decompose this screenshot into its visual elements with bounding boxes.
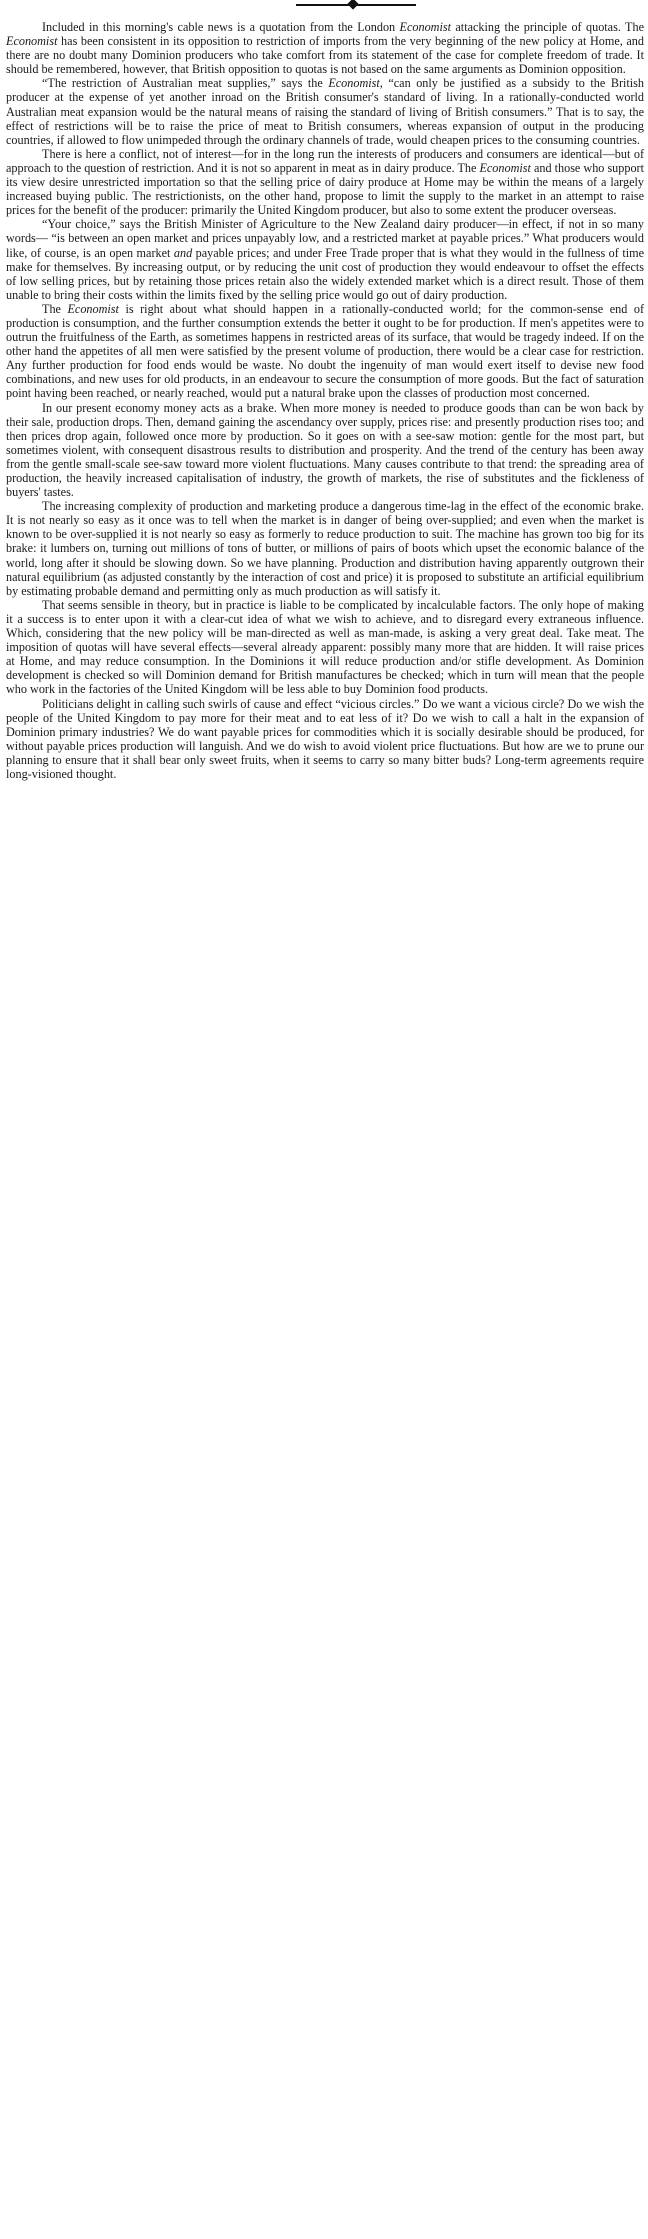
text-run: “can only be justified as a subsidy to the British producer at the expense of yet another inroad on the British consumer's standard of living. In a rationally-conducted world Australian meat expansion would be the natural means of raising the standard of living of British consumers.” That is to say, the effect of restrictions will be to raise the price of meat to British consumers, whereas expansion of output in the producing countries, if allowed to flow unimpeded through the ordinary channels of trade, would cheapen prices to the consuming countries.	[6, 76, 645, 147]
article-paragraph	[6, 598, 644, 697]
divider-diamond-icon	[347, 0, 358, 10]
italic-text-run: Economist	[67, 301, 119, 316]
text-run: The	[42, 301, 68, 316]
italic-text-run: and	[173, 245, 193, 260]
article-paragraph	[6, 147, 644, 217]
text-run: attacking the principle of quotas. The	[451, 20, 644, 34]
text-run: There is here a conflict, not of interest—for in the long run the interests of producers and consumers are identical—but of approach to the question of restriction. And it is not so apparent in meat as in dairy produce. The	[6, 146, 644, 175]
article-paragraph	[6, 499, 644, 598]
text-run: That seems sensible in theory, but in practice is liable to be complicated by incalculable factors. The only hope of making it a success is to enter upon it with a clear-cut idea of what we wish to achieve, and to disregard every extraneous influence. Which, considering that the new policy will be man-directed as well as man-made, is asking a very great deal. Take meat. The imposition of quotas will have several effects—several already apparent: possibly many more that are hidden. It will raise prices at Home, and may reduce consumption. In the Dominions it will reduce production and/or stifle development. As Dominion development is checked so will Dominion demand for British manufactures be checked; which in turn will mean that the people who work in the factories of the United Kingdom will be less able to buy Dominion food products.	[6, 597, 644, 697]
text-run: and those who support its view desire unrestricted importation so that the selling price of dairy produce at Home may be within the means of a largely increased buying public. The restrictionists, on the other hand, propose to limit the supply to the market in an attempt to raise prices for the benefit of the producer: primarily the United Kingdom producer, but also to some extent the producer overseas.	[6, 160, 645, 218]
article-paragraph	[6, 217, 644, 302]
italic-text-run: Economist,	[328, 76, 383, 91]
section-divider-ornament	[6, 0, 644, 14]
text-run: Included in this morning's cable news is a quotation from the London	[42, 20, 400, 34]
article-paragraph	[6, 401, 644, 500]
italic-text-run: Economist	[479, 160, 531, 175]
text-run: In our present economy money acts as a brake. When more money is needed to produce goods than can be won back by their sale, production drops. Then, demand gaining the ascendancy over supply, prices rise: and presently production rises too; and then prices drop again, followed once more by production. So it goes on with a see-saw motion: gentle for the most part, but sometimes violent, with consequent disastrous results to distribution and prosperity. And the trend of the century has been away from the gentle small-scale see-saw toward more violent fluctuations. Many causes contribute to that trend: the spreading area of production, the heavily increased capitalisation of industry, the growth of markets, the rise of substitutes and the fickleness of buyers' tastes.	[6, 400, 644, 500]
article-paragraph	[6, 76, 644, 146]
article-paragraph	[6, 697, 644, 782]
text-run: The increasing complexity of production and marketing produce a dangerous time-lag in the effect of the economic brake. It is not nearly so easy as it once was to tell when the market is in danger of being over-supplied; and even when the market is known to be over-supplied it is not nearly so easy as formerly to reduce production to suit. The machine has grown too big for its brake: it lumbers on, turning out millions of tons of butter, or millions of pairs of boots which upset the economic balance of the world, long after it should be slowing down. So we have planning. Production and distribution having apparently outgrown their natural equilibrium (as adjusted constantly by the interaction of cost and price) it is proposed to substitute an artificial equilibrium by estimating probable demand and permitting only as much production as will satisfy it.	[6, 499, 644, 598]
text-run: payable prices; and under Free Trade proper that is what they would in the fullness of time make for themselves. By increasing output, or by reducing the unit cost of production they would endeavour to offset the effects of low selling prices, but by retaining those prices retain also the widely extended market which is a direct result. Those of them unable to bring their costs within the limits fixed by the selling price would go out of dairy production.	[6, 245, 644, 302]
text-run: “The restriction of Australian meat supplies,” says the	[42, 76, 329, 91]
article-paragraph	[6, 20, 644, 76]
article-paragraph	[6, 302, 644, 401]
text-run: is right about what should happen in a rationally-conducted world; for the common-sense end of production is consumption, and the further consumption extends the better it ought to be for production. If men's appetites were to outrun the fruitfulness of the Earth, as sometimes happens in restricted areas of its surface, that would be tragedy indeed. If on the other hand the appetites of all men were satisfied by the present volume of production, there would be a clear case for restriction. Any further production for food ends would be waste. No doubt the ingenuity of man would exert itself to devise new food combinations, and new uses for old products, in an endeavour to secure the consumption of more goods. But the fact of saturation point having been reached, or nearly reached, would put a natural brake upon the classes of production most concerned.	[6, 301, 644, 401]
text-run: has been consistent in its opposition to restriction of imports from the very beginning of the new policy at Home, and there are no doubt many Dominion producers who take comfort from its statement of the case for complete freedom of trade. It should be remembered, however, that British opposition to quotas is not based on the same arguments as Dominion opposition.	[6, 34, 644, 77]
text-run: Politicians delight in calling such swirls of cause and effect “vicious circles.” Do we want a vicious circle? Do we wish the people of the United Kingdom to pay more for their meat and to eat less of it? Do we wish to call a halt in the expansion of Dominion primary industries? We do want payable prices for commodities which it is socially desirable should be produced, for without payable prices production will languish. And we do wish to avoid violent price fluctuations. But how are we to prune our planning to ensure that it shall bear only sweet fruits, when it seems to carry so many bitter buds? Long-term agreements require long-visioned thought.	[6, 696, 644, 781]
editorial-article-body	[6, 20, 644, 781]
italic-text-run: Economist	[399, 20, 451, 34]
italic-text-run: Economist	[6, 34, 58, 49]
text-run: “Your choice,” says the British Minister of Agriculture to the New Zealand dairy producer—in effect, if not in so many words— “is between an open market and prices unpayably low, and a restricted market at payable prices.” What producers would like, of course, is an open market	[6, 217, 644, 260]
